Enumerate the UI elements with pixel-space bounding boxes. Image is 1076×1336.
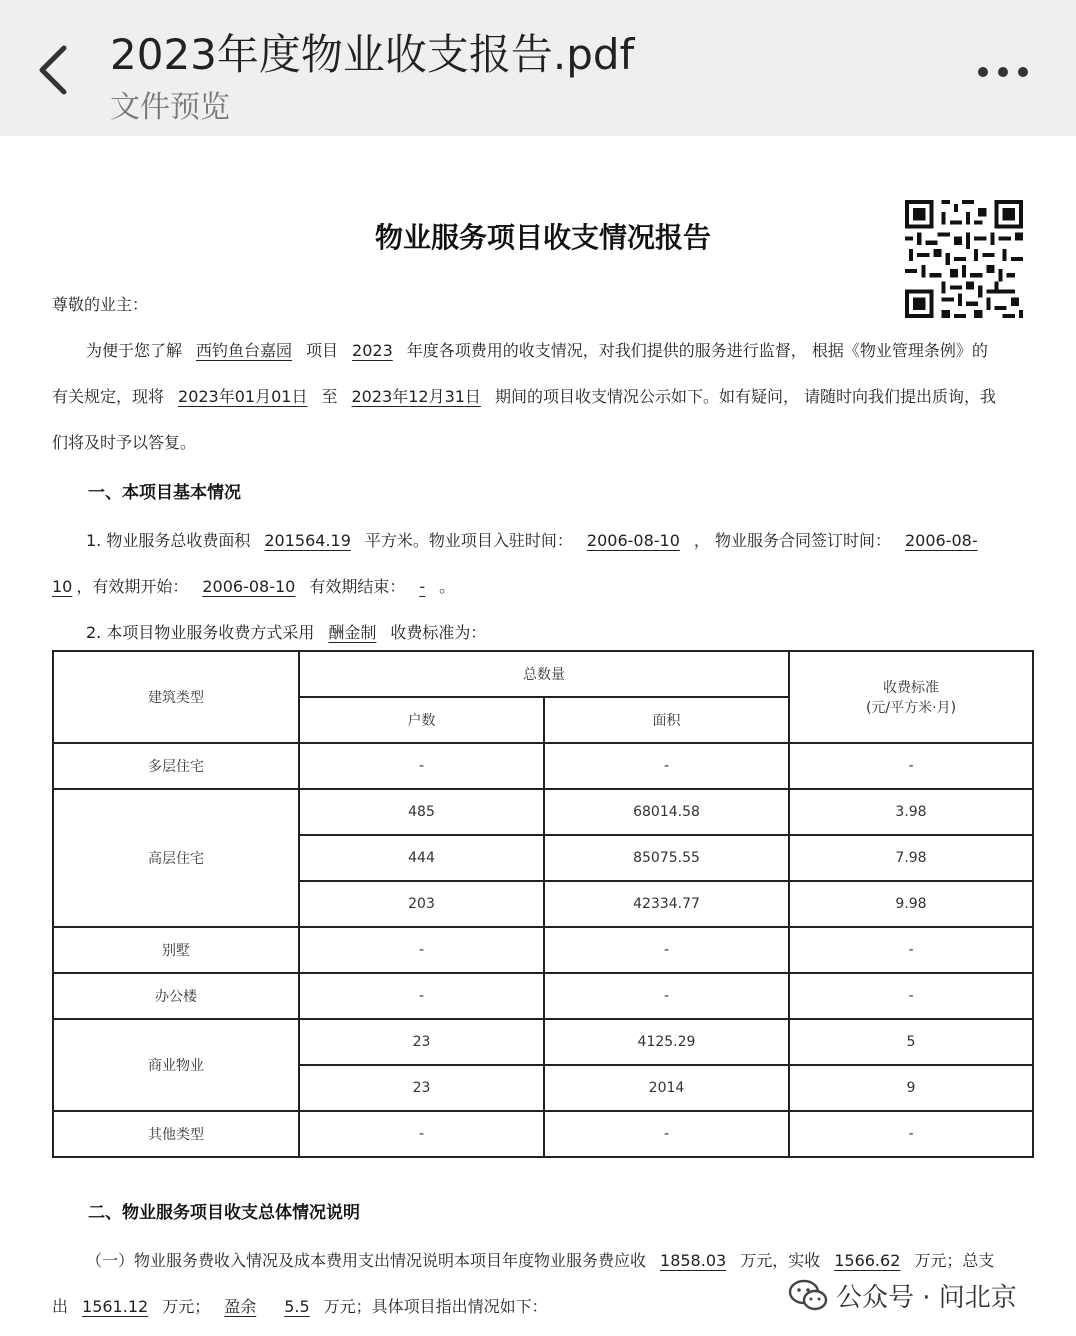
info-text: ，有效期开始： <box>76 577 189 596</box>
cell-type: 多层住宅 <box>53 743 299 789</box>
cell-area: 42334.77 <box>544 881 789 927</box>
total-area: 201564.19 <box>264 531 351 550</box>
start-date: 2023年01月01日 <box>178 387 308 406</box>
cell-fee: - <box>789 1111 1033 1157</box>
back-button[interactable] <box>26 40 86 100</box>
cell-households: 485 <box>299 789 544 835</box>
income-line-2 <box>52 1294 548 1317</box>
intro-text: 年度各项费用的收支情况，对我们提供的服务进行监督， 根据《物业管理条例》的 <box>406 341 988 360</box>
table-row <box>53 743 1033 789</box>
table-header-row <box>53 651 1033 697</box>
contract-sign-date-cont: 10 <box>52 577 73 596</box>
cell-households: - <box>299 1111 544 1157</box>
watermark-text: 公众号 · 问北京 <box>836 1282 1017 1313</box>
header-households: 户数 <box>299 697 544 743</box>
document-page <box>0 136 1076 1336</box>
income-text: 万元，实收 <box>740 1251 821 1270</box>
cell-fee: - <box>789 743 1033 789</box>
cell-fee: - <box>789 927 1033 973</box>
cell-households: 23 <box>299 1019 544 1065</box>
cell-area: - <box>544 743 789 789</box>
intro-line-3: 们将及时予以答复。 <box>52 433 197 452</box>
file-title: 2023年度物业收支报告.pdf <box>110 30 635 79</box>
table-row <box>53 973 1033 1019</box>
top-bar <box>0 0 1076 136</box>
more-button[interactable] <box>968 52 1038 92</box>
surplus-label: 盈余 <box>224 1297 257 1316</box>
valid-start-date: 2006-08-10 <box>202 577 296 596</box>
chevron-left-icon <box>26 40 86 100</box>
project-name: 西钓鱼台嘉园 <box>196 341 293 360</box>
table-row <box>53 1111 1033 1157</box>
income-line-1 <box>86 1248 994 1271</box>
cell-fee: 9 <box>789 1065 1033 1111</box>
cell-households: 203 <box>299 881 544 927</box>
qr-code-icon <box>905 200 1023 318</box>
table-row <box>53 789 1033 835</box>
income-text: 万元；具体项目指出情况如下： <box>323 1297 548 1316</box>
fee-standard-unit: (元/平方米·月) <box>865 700 957 716</box>
info-text: 1. 物业服务总收费面积 <box>86 531 251 550</box>
cell-fee: 5 <box>789 1019 1033 1065</box>
fee-standard-table <box>52 650 1034 1158</box>
intro-text: 至 <box>321 387 338 406</box>
cell-type: 商业物业 <box>53 1019 299 1111</box>
intro-line-1 <box>86 338 988 361</box>
info-text: 2. 本项目物业服务收费方式采用 <box>86 623 315 642</box>
income-text: 出 <box>52 1297 69 1316</box>
info-text: 收费标准为： <box>390 623 487 642</box>
move-in-date: 2006-08-10 <box>586 531 680 550</box>
report-year: 2023 <box>352 341 393 360</box>
wechat-icon <box>788 1278 828 1312</box>
cell-type: 高层住宅 <box>53 789 299 927</box>
fee-standard-label: 收费标准 <box>883 680 939 696</box>
intro-text: 为便于您了解 <box>86 341 183 360</box>
intro-text: 期间的项目收支情况公示如下。如有疑问， 请随时向我们提出质询，我 <box>494 387 997 406</box>
surplus-amount: 5.5 <box>284 1297 310 1316</box>
received-amount: 1566.62 <box>834 1251 901 1270</box>
intro-line-2 <box>52 384 996 407</box>
cell-area: 85075.55 <box>544 835 789 881</box>
header-total-quantity: 总数量 <box>299 651 789 697</box>
cell-fee: 3.98 <box>789 789 1033 835</box>
cell-fee: 9.98 <box>789 881 1033 927</box>
info-text: 。 <box>439 577 456 596</box>
cell-households: - <box>299 973 544 1019</box>
fee-mode-line <box>86 620 486 643</box>
watermark <box>788 1275 1017 1315</box>
header-area: 面积 <box>544 697 789 743</box>
file-subtitle: 文件预览 <box>110 90 230 125</box>
section-1-heading: 一、本项目基本情况 <box>88 483 241 503</box>
salutation: 尊敬的业主： <box>52 295 149 314</box>
cell-type: 别墅 <box>53 927 299 973</box>
cell-area: 4125.29 <box>544 1019 789 1065</box>
cell-households: 23 <box>299 1065 544 1111</box>
receivable-amount: 1858.03 <box>660 1251 727 1270</box>
info-text: 有效期结束： <box>309 577 406 596</box>
income-text: 万元；总支 <box>914 1251 995 1270</box>
income-text: 万元； <box>162 1297 211 1316</box>
cell-area: - <box>544 1111 789 1157</box>
fee-mode: 酬金制 <box>328 623 377 642</box>
expense-amount: 1561.12 <box>82 1297 149 1316</box>
cell-households: - <box>299 927 544 973</box>
header-fee-standard <box>789 651 1033 743</box>
basic-info-line-2 <box>52 574 455 597</box>
table-row <box>53 1019 1033 1065</box>
intro-text: 有关规定，现将 <box>52 387 165 406</box>
end-date: 2023年12月31日 <box>351 387 481 406</box>
document-title: 物业服务项目收支情况报告 <box>374 221 711 254</box>
basic-info-line-1 <box>86 528 992 551</box>
cell-fee: 7.98 <box>789 835 1033 881</box>
info-text: 平方米。物业项目入驻时间： <box>364 531 573 550</box>
cell-fee: - <box>789 973 1033 1019</box>
income-text: （一）物业服务费收入情况及成本费用支出情况说明本项目年度物业服务费应收 <box>86 1251 647 1270</box>
cell-type: 其他类型 <box>53 1111 299 1157</box>
more-horizontal-icon <box>968 52 1038 92</box>
section-2-heading: 二、物业服务项目收支总体情况说明 <box>88 1203 360 1223</box>
contract-sign-date: 2006-08- <box>904 531 978 550</box>
header-building-type: 建筑类型 <box>53 651 299 743</box>
cell-households: - <box>299 743 544 789</box>
cell-area: 68014.58 <box>544 789 789 835</box>
cell-households: 444 <box>299 835 544 881</box>
cell-type: 办公楼 <box>53 973 299 1019</box>
valid-end-date: - <box>419 577 426 596</box>
cell-area: 2014 <box>544 1065 789 1111</box>
info-text: ， 物业服务合同签订时间： <box>693 531 891 550</box>
table-row <box>53 927 1033 973</box>
intro-text: 项目 <box>306 341 339 360</box>
cell-area: - <box>544 973 789 1019</box>
cell-area: - <box>544 927 789 973</box>
